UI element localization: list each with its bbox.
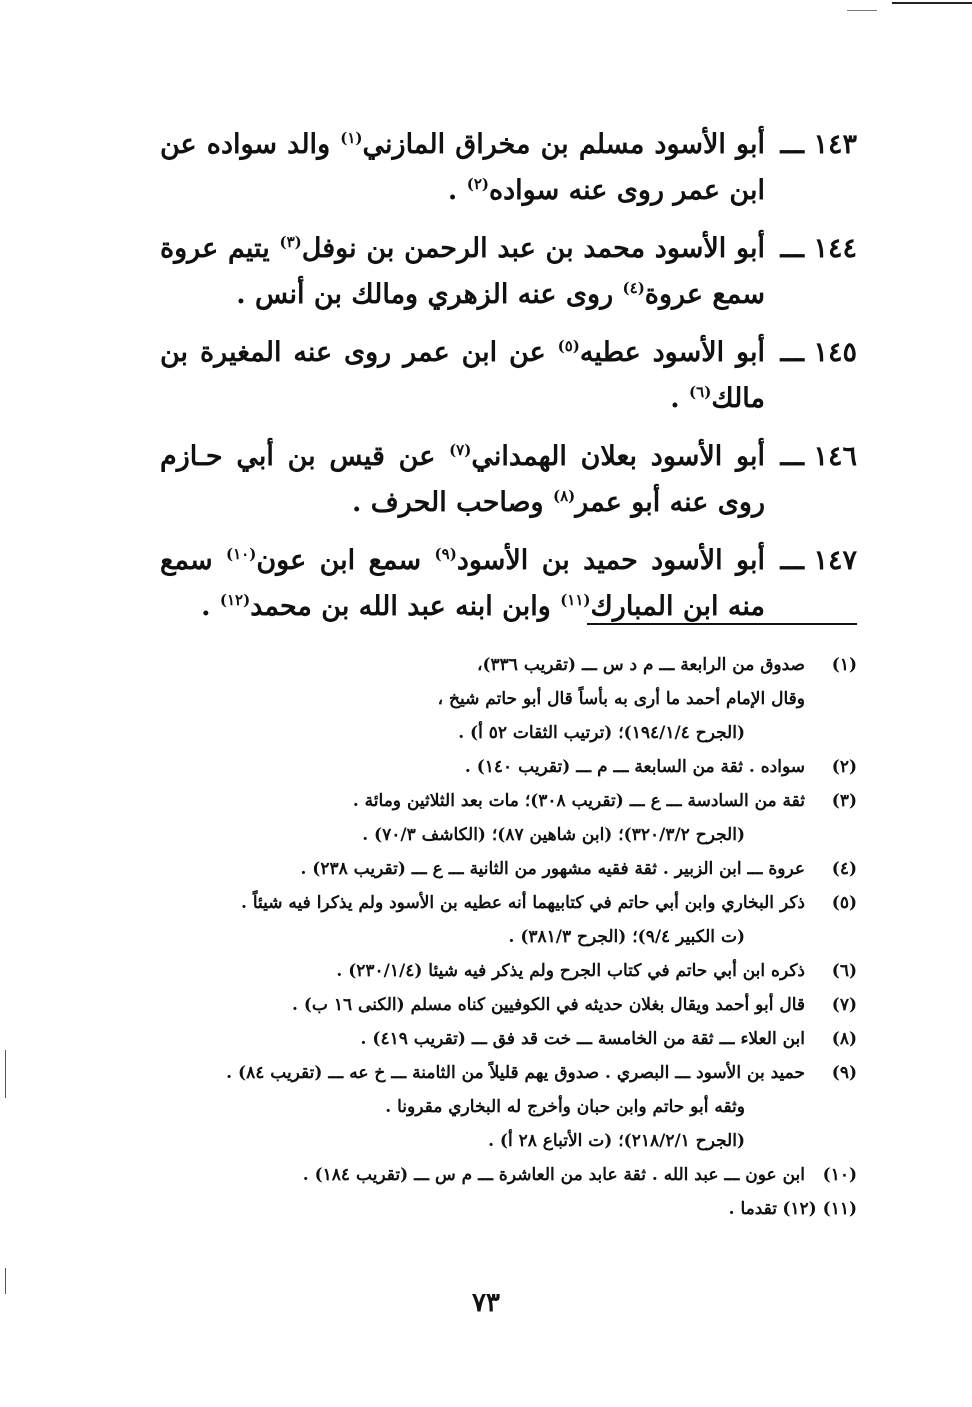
entry-143: [160, 122, 857, 214]
footnote-separator: [587, 623, 857, 625]
footnote-line: قال أبو أحمد ويقال بغلان حديثه في الكوفيين كناه مسلم (الكنى ١٦ ب) .: [292, 995, 805, 1015]
footnote-line: (ت الكبير ٩/٤)؛ (الجرح ٣٨١/٣) .: [508, 927, 745, 947]
footnote-2: [220, 750, 857, 784]
corner-rule-thin: [847, 10, 877, 11]
footnote-10: [220, 1158, 857, 1192]
footnote-7: [220, 988, 857, 1022]
entry-text: أبو الأسود عطيه$^{(٥)}$ عن ابن عمر روى عنه المغيرة بن مالك$^{(٦)}$ .: [160, 337, 765, 414]
footnote-ref: (١٢): [219, 591, 251, 609]
entry-text: أبو الأسود بعلان الهمداني$^{(٧)}$ عن قيس بن أبي حـازم روى عنه أبو عمر$^{(٨)}$ وصاحب الحرف .: [160, 441, 765, 518]
margin-mark: [5, 1050, 6, 1098]
footnote-number: (٦): [831, 961, 857, 981]
footnote-9: [220, 1056, 857, 1158]
footnote-number: (٧): [831, 995, 857, 1015]
footnote-ref: (١٠): [225, 545, 257, 563]
footnote-number: (٨): [831, 1029, 857, 1049]
footnote-ref: (٢): [466, 175, 490, 193]
footnote-number: (١٠): [822, 1165, 857, 1185]
footnote-line: ذكر البخاري وابن أبي حاتم في كتابيهما أنه عطيه بن الأسود ولم يذكرا فيه شيئاً .: [240, 893, 805, 913]
footnote-line: (الجرح ١٩٤/١/٤)؛ (ترتيب الثقات ٥٢ أ) .: [458, 723, 745, 743]
footnote-line: (الجرح ٢١٨/٢/١)؛ (ت الأتباع ٢٨ أ) .: [488, 1131, 745, 1151]
footnote-line: تقدما .: [728, 1199, 777, 1219]
footnote-line: حميد بن الأسود ـــ البصري . صدوق يهم قليلاً من الثامنة ـــ خ عه ـــ (تقريب ٨٤) .: [226, 1063, 805, 1083]
footnote-line: سواده . ثقة من السابعة ـــ م ـــ (تقريب ١٤٠) .: [464, 757, 805, 777]
footnote-line: ذكره ابن أبي حاتم في كتاب الجرح ولم يذكر فيه شيئا (٢٣٠/١/٤) .: [336, 961, 805, 981]
footnote-number: (٢): [831, 757, 857, 777]
footnote-8: [220, 1022, 857, 1056]
footnote-6: [220, 954, 857, 988]
footnote-ref: (٣): [279, 233, 302, 251]
footnote-line: وثقه أبو حاتم وابن حبان وأخرج له البخاري مقرونا .: [385, 1097, 745, 1117]
entry-number: ١٤٧ ـــ: [780, 545, 857, 576]
entry-text: أبو الأسود محمد بن عبد الرحمن بن نوفل$^{(٣)}$ يتيم عروة سمع عروة$^{(٤)}$ روى عنه الزهري ومالك بن أنس .: [160, 233, 766, 310]
footnote-line: (الجرح ٣٢٠/٣/٢)؛ (ابن شاهين ٨٧)؛ (الكاشف ٧٠/٣) .: [362, 825, 745, 845]
entry-146: [160, 434, 857, 526]
entry-text: أبو الأسود مسلم بن مخراق المازني$^{(١)}$ والد سواده عن ابن عمر روى عنه سواده$^{(٢)}$ .: [160, 129, 766, 206]
footnote-number: (١): [831, 655, 857, 675]
entry-144: [160, 226, 857, 318]
footnote-ref: (٨): [552, 487, 576, 505]
footnote-5: [220, 886, 857, 954]
footnote-ref: (٥): [557, 337, 580, 355]
footnote-number: (٤): [831, 859, 857, 879]
entry-number: ١٤٥ ـــ: [780, 337, 857, 368]
footnote-ref: (٧): [449, 441, 472, 459]
entry-number: ١٤٤ ـــ: [780, 233, 857, 264]
footnote-line: عروة ـــ ابن الزبير . ثقة فقيه مشهور من الثانية ـــ ع ـــ (تقريب ٢٣٨) .: [300, 859, 805, 879]
entry-text: أبو الأسود حميد بن الأسود$^{(٩)}$ سمع ابن عون$^{(١٠)}$ سمع منه ابن المبارك$^{(١١)}$ وابن ابنه عبد الله بن محمد$^{(١٢)}$ .: [160, 545, 765, 622]
footnote-4: [220, 852, 857, 886]
footnotes: [220, 648, 857, 1226]
footnote-number: (١١) (١٢): [782, 1199, 857, 1219]
corner-rule: [892, 2, 972, 4]
entry-number: ١٤٦ ـــ: [780, 441, 857, 472]
footnote-ref: (١): [340, 129, 363, 147]
footnote-number: (٣): [831, 791, 857, 811]
footnote-ref: (٩): [434, 545, 457, 563]
page-number: ٧٣: [472, 1288, 500, 1318]
footnote-number: (٥): [831, 893, 857, 913]
footnote-line: ابن العلاء ـــ ثقة من الخامسة ـــ خت قد فق ـــ (تقريب ٤١٩) .: [360, 1029, 805, 1049]
footnote-line: ثقة من السادسة ـــ ع ـــ (تقريب ٣٠٨)؛ مات بعد الثلاثين ومائة .: [352, 791, 805, 811]
footnote-ref: (١١): [560, 591, 591, 609]
footnote-ref: (٤): [622, 279, 645, 297]
footnote-number: (٩): [831, 1063, 857, 1083]
main-entries: [160, 122, 857, 642]
entry-number: ١٤٣ ـــ: [780, 129, 857, 160]
footnote-ref: (٦): [689, 383, 712, 401]
footnote-1: [220, 648, 857, 750]
footnote-line: ابن عون ـــ عبد الله . ثقة عابد من العاشرة ـــ م س ـــ (تقريب ١٨٤) .: [302, 1165, 805, 1185]
footnote-11-12: [220, 1192, 857, 1226]
footnote-line: صدوق من الرابعة ـــ م د س ـــ (تقريب ٣٣٦)،: [477, 655, 805, 675]
entry-147: [160, 538, 857, 630]
footnote-3: [220, 784, 857, 852]
footnote-line: وقال الإمام أحمد ما أرى به بأساً قال أبو حاتم شيخ ،: [437, 689, 805, 709]
entry-145: [160, 330, 857, 422]
